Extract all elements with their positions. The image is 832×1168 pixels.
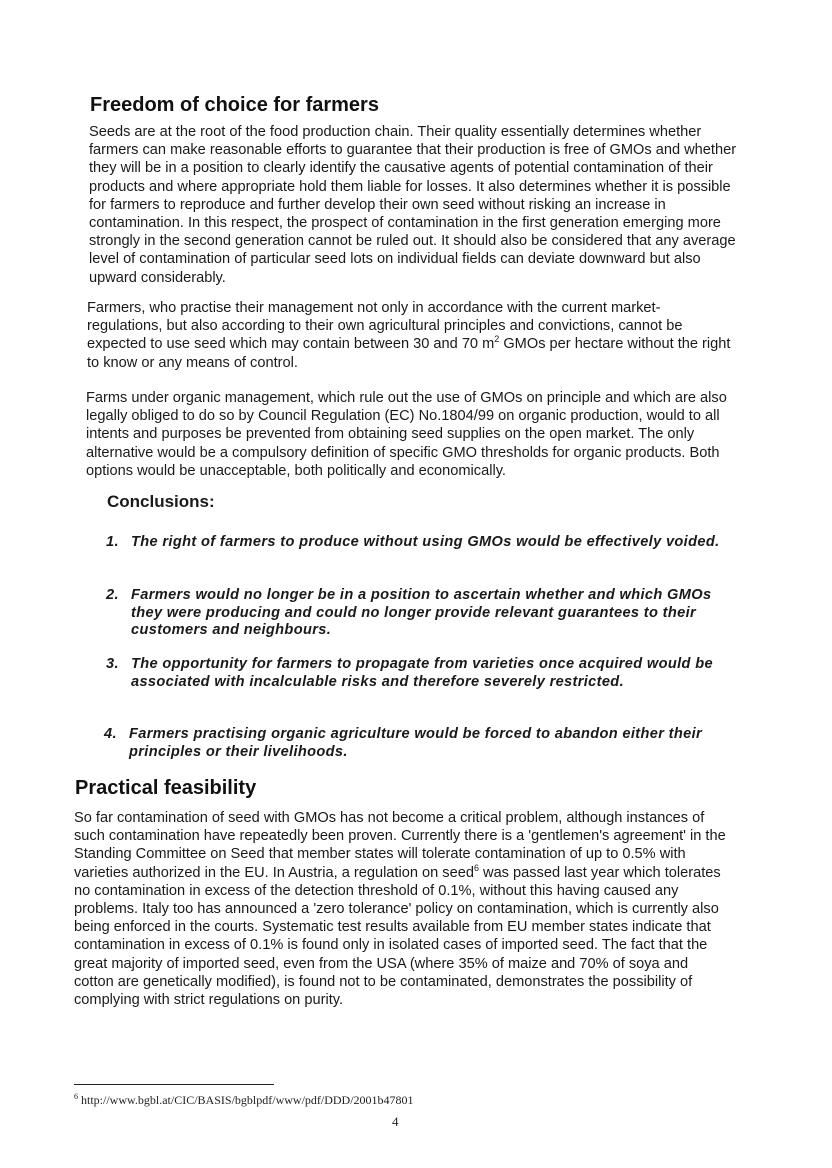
footnote-url: http://www.bgbl.at/CIC/BASIS/bgblpdf/www/pdf/DDD/2001b47801 xyxy=(81,1093,414,1107)
paragraph-seeds: Seeds are at the root of the food production chain. Their quality essentially determines whether farmers can make reasonable efforts to guarantee that their production is free of GMOs and whether they will be in a position to clearly identify the causative agents of potential contamination of their products and where appropriate hold them liable for losses. It also determines whether it is possible for farmers to reproduce and further develop their own seed without risking an increase in contamination. In this respect, the prospect of contamination in the first generation emerging more strongly in the second generation cannot be ruled out. It should also be considered that any average level of contamination of particular seed lots on individual fields can deviate downward but also upward considerably. xyxy=(89,124,737,286)
section-heading-practical-feasibility: Practical feasibility xyxy=(75,777,257,799)
conclusion-item-1 xyxy=(106,534,736,570)
conclusion-item-3 xyxy=(106,656,736,710)
conclusion-text: The right of farmers to produce without using GMOs would be effectively voided. xyxy=(131,534,720,550)
footnote-marker: 6 xyxy=(74,1092,78,1101)
page-number: 4 xyxy=(392,1114,399,1129)
conclusion-item-2 xyxy=(106,587,736,641)
footnote xyxy=(74,1093,414,1108)
conclusion-number: 4. xyxy=(104,726,117,742)
conclusions-heading: Conclusions: xyxy=(107,492,215,511)
section-heading-freedom-of-choice: Freedom of choice for farmers xyxy=(90,94,379,116)
paragraph-organic-farms: Farms under organic management, which rule out the use of GMOs on principle and which are also legally obliged to do so by Council Regulation (EC) No.1804/99 on organic production, would to all intents and purposes be prevented from obtaining seed supplies on the open market. The only alternative would be a compulsory definition of specific GMO thresholds for organic products. Both options would be unacceptable, both politically and economically. xyxy=(86,390,727,479)
paragraph-text-part: GMOs per hectare without the right to know or any means of control. xyxy=(87,336,731,371)
paragraph-text-part: So far contamination of seed with GMOs has not become a critical problem, although instances of such contamination have repeatedly been proven. Currently there is a 'gentlemen's agreement' in the Standing Committee on Seed that member states will tolerate contamination of up to 0.5% with varieties authorized in the EU. In Austria, a regulation on seed xyxy=(74,810,726,881)
conclusion-number: 2. xyxy=(106,587,119,603)
paragraph-practical-feasibility xyxy=(74,809,726,1009)
footnote-reference: 6 xyxy=(473,862,479,873)
conclusion-item-4 xyxy=(104,726,734,762)
conclusion-text: The opportunity for farmers to propagate from varieties once acquired would be associated with incalculable risks and therefore severely restricted. xyxy=(131,656,713,690)
paragraph-text-part: was passed last year which tolerates no contamination in excess of the detection threshold of 0.1%, without this having caused any problems. Italy too has announced a 'zero tolerance' policy on contamination, which is currently also being enforced in the courts. Systematic test results available from EU member states indicate that contamination in excess of 0.1% is found only in isolated cases of imported seed. The fact that the great majority of imported seed, even from the USA (where 35% of maize and 70% of soya and cotton are genetically modified), is found not to be contaminated, demonstrates the possibility of complying with strict regulations on purity. xyxy=(74,864,721,1009)
conclusion-number: 3. xyxy=(106,656,119,672)
paragraph-farmers-market-regulations xyxy=(87,299,733,372)
conclusion-number: 1. xyxy=(106,534,119,550)
conclusion-text: Farmers practising organic agriculture would be forced to abandon either their principles or their livelihoods. xyxy=(129,726,703,760)
superscript: 2 xyxy=(494,334,500,345)
conclusion-text: Farmers would no longer be in a position to ascertain whether and which GMOs they were producing and could no longer provide relevant guarantees to their customers and neighbours. xyxy=(131,587,712,639)
paragraph-text-part: Farmers, who practise their management not only in accordance with the current market-regulations, but also according to their own agricultural principles and convictions, cannot be expected to use seed which may contain between 30 and 70 m xyxy=(87,300,683,353)
footnote-separator xyxy=(74,1084,274,1085)
